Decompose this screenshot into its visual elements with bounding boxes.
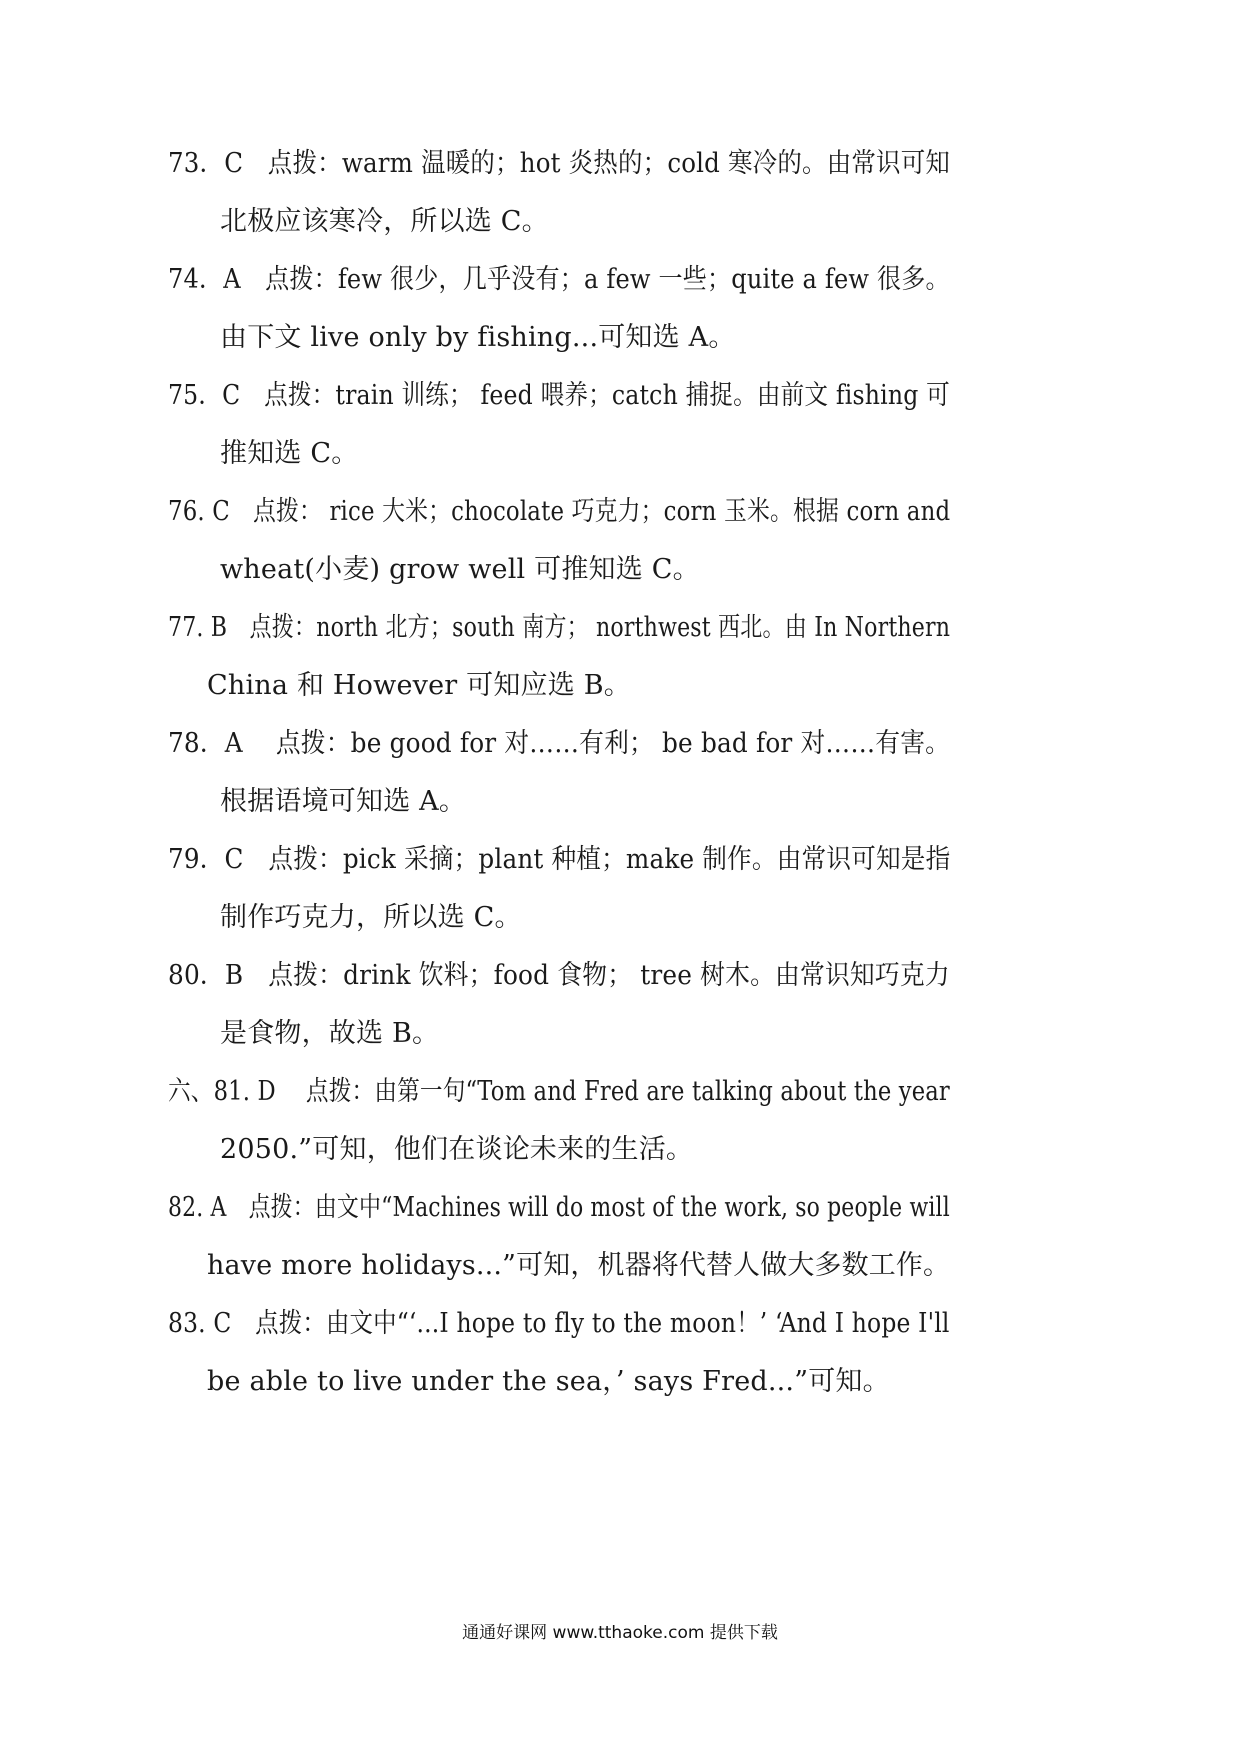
answer-79-line-2: 制作巧克力，所以选 C。 bbox=[220, 902, 522, 933]
answer-83-line-2: be able to live under the sea，’ says Fred...”可知。 bbox=[207, 1366, 890, 1397]
answer-77-line-1: 77. B 点拨：north 北方；south 南方； northwest 西北。由 In Northern bbox=[168, 612, 951, 643]
answer-80-line-2: 是食物，故选 B。 bbox=[220, 1018, 440, 1049]
answer-82-line-2: have more holidays...”可知，机器将代替人做大多数工作。 bbox=[207, 1250, 951, 1281]
answer-74-line-1: 74．A 点拨：few 很少，几乎没有；a few 一些；quite a few 很多。 bbox=[168, 264, 950, 295]
answer-75-line-2: 推知选 C。 bbox=[220, 438, 359, 469]
answer-75-line-1: 75．C 点拨：train 训练； feed 喂养；catch 捕捉。由前文 fishing 可 bbox=[168, 380, 950, 411]
answer-76-line-1: 76. C 点拨： rice 大米；chocolate 巧克力；corn 玉米。根据 corn and bbox=[168, 496, 951, 527]
answer-82-line-1: 82. A 点拨：由文中“Machines will do most of the work, so people will bbox=[168, 1192, 950, 1223]
answer-78-line-2: 根据语境可知选 A。 bbox=[220, 786, 467, 817]
answer-76-line-2: wheat(小麦) grow well 可推知选 C。 bbox=[220, 554, 700, 585]
answer-74-line-2: 由下文 live only by fishing...可知选 A。 bbox=[220, 322, 736, 353]
answer-79-line-1: 79．C 点拨：pick 采摘；plant 种植；make 制作。由常识可知是指 bbox=[168, 844, 951, 875]
answer-83-line-1: 83. C 点拨：由文中“‘...I hope to fly to the moon！’ ‘And I hope I'll bbox=[168, 1308, 950, 1339]
answer-81-line-1: 六、81. D 点拨：由第一句“Tom and Fred are talking about the year bbox=[168, 1076, 950, 1107]
answer-73-line-2: 北极应该寒冷，所以选 C。 bbox=[220, 206, 549, 237]
answer-77-line-2: China 和 However 可知应选 B。 bbox=[207, 670, 631, 701]
answer-80-line-1: 80．B 点拨：drink 饮料；food 食物； tree 树木。由常识知巧克力 bbox=[168, 960, 950, 991]
answer-81-line-2: 2050.”可知，他们在谈论未来的生活。 bbox=[220, 1134, 694, 1165]
answer-78-line-1: 78．A 点拨：be good for 对……有利； be bad for 对……有害。 bbox=[168, 728, 951, 759]
answer-73-line-1: 73．C 点拨：warm 温暖的；hot 炎热的；cold 寒冷的。由常识可知 bbox=[168, 148, 951, 179]
page-footer: 通通好课网 www.tthaoke.com 提供下载 bbox=[462, 1623, 778, 1643]
